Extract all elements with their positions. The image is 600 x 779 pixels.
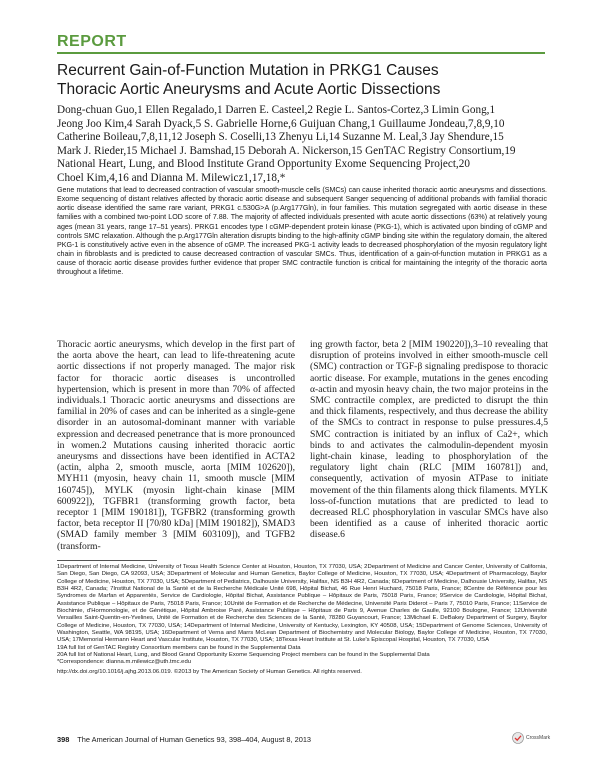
body-paragraph: ing growth factor, beta 2 [MIM 190220]),3–10 revealing that disruption of proteins involved in either smooth-muscle cell (SMC) contraction or TGF-β signaling predispose to thoracic aortic disease. For example, mutations in the genes encoding α-actin and myosin heavy chain, the two major proteins in the SMC contractile complex, are predicted to disrupt the thin and thick filaments, respectively, and thus decrease the ability of the SMCs to contract in response to pulse pressures.4,5 SMC contraction is initiated by an influx of Ca2+, which binds to and activates the calmodulin-dependent myosin light-chain kinase, leading to phosphorylation of the regulatory light chain (RLC [MIM 160781]) and, consequently, activation of myosin ATPase to initiate movement of the thin filaments along thick filaments. MYLK loss-of-function mutations that are predicted to lead to decreased RLC phosphorylation in vascular SMCs have also been identified as a cause of inherited thoracic aortic disease.6 (310, 339, 548, 541)
doi-line: http://dx.doi.org/10.1016/j.ajhg.2013.06.019. ©2013 by The American Society of Human Genetics. All rights reserved. (57, 669, 362, 675)
journal-citation: The American Journal of Human Genetics 93, 398–404, August 8, 2013 (77, 735, 312, 744)
footnote-divider (57, 560, 157, 561)
author-list (57, 104, 547, 186)
page-footer (57, 735, 311, 744)
article-title (57, 61, 547, 99)
title-line-1: Recurrent Gain-of-Function Mutation in PRKG1 Causes (57, 62, 439, 79)
affiliation-list: 1Department of Internal Medicine, University of Texas Health Science Center at Houston, Houston, TX 77030, USA; 2Department of Medicine and Cancer Center, University of California, San Diego, San Diego, CA 92093, USA; 3Department of Molecular and Human Genetics, Baylor College of Medicine, Houston, TX 77030, USA; 4Department of Pharmacology, Baylor College of Medicine, Houston, TX 77030, USA; 5Department of Pediatrics, Dalhousie University, Halifax, NS B3H 4R2, Canada; 6Department of Medicine, Dalhousie University, Halifax, NS B3H 4R2, Canada; 7Institut National de la Santé et de la Recherche Médicale Unité 698, Hôpital Bichat, 46 Rue Henri Huchard, 75018 Paris, France; 8Centre de Référence pour les Syndromes de Marfan et Apparentés, Service de Cardiologie, Hôpital Bichat, Assistance Publique – Hôpitaux de Paris, 75018 Paris, France; 9Service de Cardiologie, Hôpital Bichat, Assistance Publique – Hôpitaux de Paris, 75018 Paris, France; 10Unité de Formation et de Recherche de Médecine, Université Paris Diderot – Paris 7, 75010 Paris, France; 11Service de Biochimie, d'Hormonologie, et de Génétique, Hôpital Ambroise Paré, Assistance Publique – Hôpitaux de Paris 9, Avenue Charles de Gaulle, 92100 Boulogne, France; 12Université Versailles Saint-Quentin-en-Yvelines, Unité de Formation et de Recherche des Sciences de la Santé, 78280 Guyancourt, France; 13Michael E. DeBakey Department of Surgery, Baylor College of Medicine, Houston, TX 77030, USA; 14Department of Internal Medicine, University of Kentucky, Lexington, KY 40508, USA; 15Department of Genome Sciences, University of Washington, Seattle, WA 98195, USA; 16Department of Verna and Marrs McLean Department of Biochemistry and Molecular Biology, Baylor College of Medicine, Houston, TX 77030, USA; 17Memorial Hermann Heart and Vascular Institute, Houston, TX 77030, USA; 18Texas Heart Institute at St. Luke's Episcopal Hospital, Houston, TX 77030, USA (57, 564, 547, 644)
author-line: Catherine Boileau,7,8,11,12 Joseph S. Coselli,13 Zhenyu Li,14 Suzanne M. Leal,3 Jay Shendure,15 (57, 131, 504, 144)
abstract (57, 186, 547, 278)
section-rule (57, 52, 545, 54)
affiliations (57, 564, 547, 667)
footnote: 20A full list of National Heart, Lung, and Blood Grand Opportunity Exome Sequencing Project members can be found in the Supplemental Data (57, 652, 430, 659)
crossmark-label: CrossMark (526, 735, 551, 741)
footnote: 19A full list of GenTAC Registry Consortium members can be found in the Supplemental Data (57, 644, 301, 651)
author-line: Choel Kim,4,16 and Dianna M. Milewicz1,17,18,* (57, 171, 286, 184)
abstract-text: Gene mutations that lead to decreased contraction of vascular smooth-muscle cells (SMCs) can cause inherited thoracic aortic aneurysms and dissections. Exome sequencing of distant relatives affected by thoracic aortic disease and subsequent Sanger sequencing of additional probands with familial thoracic aortic disease identified the same rare variant, PRKG1 c.530G>A (p.Arg177Gln), in four families. This mutation segregated with aortic disease in these families with a combined two-point LOD score of 7.88. The majority of affected individuals presented with acute aortic dissections (63%) at relatively young ages (mean 31 years, range 17–51 years). PRKG1 encodes type I cGMP-dependent protein kinase (PKG-1), which is activated upon binding of cGMP and controls SMC relaxation. Although the p.Arg177Gln alteration disrupts binding to the high-affinity cGMP binding site within the regulatory domain, the altered PKG-1 is constitutively active even in the absence of cGMP. The increased PKG-1 activity leads to decreased phosphorylation of the myosin regulatory light chain in fibroblasts and is predicted to cause decreased contraction of vascular SMCs. Thus, identification of a gain-of-function mutation in PRKG1 as a cause of thoracic aortic disease provides further evidence that proper SMC contractile function is critical for maintaining the integrity of the thoracic aorta throughout a lifetime. (57, 186, 547, 277)
body-column-right (310, 339, 548, 541)
author-line: Mark J. Rieder,15 Michael J. Bamshad,15 Deborah A. Nickerson,15 GenTAC Registry Consortium,19 (57, 144, 516, 157)
author-line: National Heart, Lung, and Blood Institute Grand Opportunity Exome Sequencing Project,20 (57, 158, 470, 171)
page-number: 398 (57, 735, 70, 744)
body-paragraph: Thoracic aortic aneurysms, which develop in the first part of the aorta above the heart, can lead to life-threatening acute aortic dissections if not properly managed. The major risk factor for thoracic aortic diseases is uncontrolled hypertension, which is present in more than 70% of affected individuals.1 Thoracic aortic aneurysms and dissections are familial in 20% of cases and can be inherited as a single-gene disorder in an autosomal-dominant manner with variable expression and decreased penetrance that is more pronounced in women.2 Mutations causing inherited thoracic aortic aneurysms and dissections have been identified in ACTA2 (actin, alpha 2, smooth muscle, aorta [MIM 102620]), MYH11 (myosin, heavy chain 11, smooth muscle [MIM 160745]), MYLK (myosin light-chain kinase [MIM 600922]), TGFBR1 (transforming growth factor, beta receptor 1 [MIM 190181]), TGFBR2 (transforming growth factor, beta receptor II [70/80 kDa] [MIM 190182]), SMAD3 (SMAD family member 3 [MIM 603109]), and TGFB2 (transform- (57, 339, 295, 552)
author-line: Jeong Joo Kim,4 Sarah Dyack,5 S. Gabrielle Horne,6 Guijuan Chang,1 Guillaume Jondeau,7,8,9,10 (57, 117, 505, 130)
section-label: REPORT (57, 33, 127, 50)
crossmark-badge[interactable] (512, 732, 550, 744)
title-line-2: Thoracic Aortic Aneurysms and Acute Aortic Dissections (57, 81, 441, 98)
body-column-left (57, 339, 295, 552)
author-line: Dong-chuan Guo,1 Ellen Regalado,1 Darren E. Casteel,2 Regie L. Santos-Cortez,3 Limin Gong,1 (57, 104, 496, 116)
correspondence-footnote: *Correspondence: dianna.m.milewicz@uth.tmc.edu (57, 659, 192, 666)
crossmark-icon (512, 732, 524, 744)
